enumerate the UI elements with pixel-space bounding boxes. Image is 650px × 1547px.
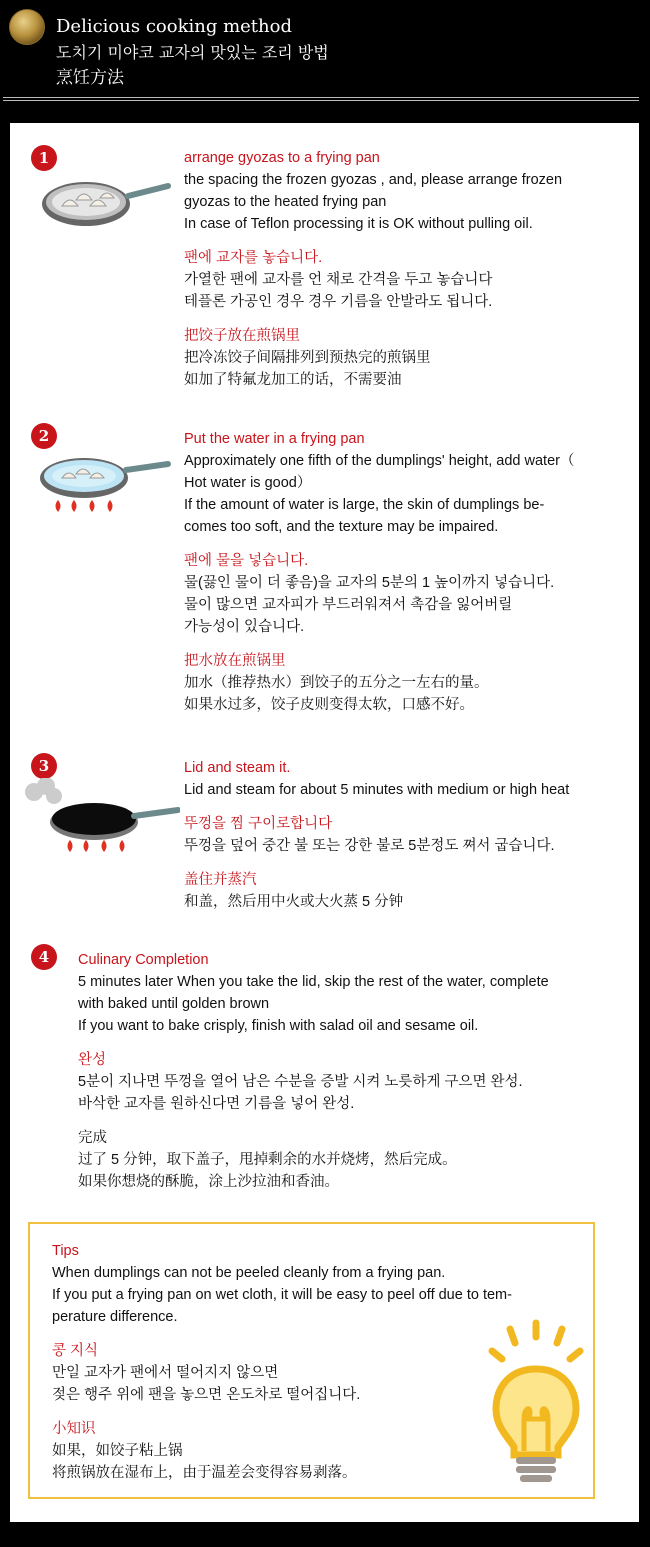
tips-zh-line: 如果，如饺子粘上锅 bbox=[52, 1443, 183, 1459]
step-en-line: with baked until golden brown bbox=[78, 996, 270, 1012]
step-2-text bbox=[184, 428, 574, 716]
step-zh-line: 如果你想烧的酥脆，涂上沙拉油和香油。 bbox=[78, 1174, 339, 1190]
step-en-line: comes too soft, and the texture may be impaired. bbox=[184, 519, 499, 535]
step-en-title: Lid and steam it. bbox=[184, 760, 291, 776]
step-en-line: Approximately one fifth of the dumplings' height, add water（ bbox=[184, 453, 575, 469]
step-en-line: the spacing the frozen gyozas , and, please arrange frozen bbox=[184, 172, 563, 188]
step-en-line: Lid and steam for about 5 minutes with medium or high heat bbox=[184, 782, 570, 798]
frying-pan-lid-icon bbox=[22, 778, 180, 856]
step-number-badge: 3 bbox=[31, 753, 57, 779]
header-divider-2 bbox=[3, 100, 639, 101]
step-number-badge: 1 bbox=[31, 145, 57, 171]
tips-text bbox=[52, 1240, 512, 1484]
step-en-line: 5 minutes later When you take the lid, skip the rest of the water, complete bbox=[78, 974, 549, 990]
step-ko-title: 뚜껑을 찜 구이로합니다 bbox=[184, 816, 333, 832]
step-zh-line: 和盖，然后用中火或大火蒸 5 分钟 bbox=[184, 894, 404, 910]
step-zh-title: 盖住并蒸汽 bbox=[184, 872, 257, 888]
step-en-title: Put the water in a frying pan bbox=[184, 431, 365, 447]
step-zh-line: 如果水过多，饺子皮则变得太软，口感不好。 bbox=[184, 697, 474, 713]
tips-en-title: Tips bbox=[52, 1243, 79, 1259]
step-ko-line: 가능성이 있습니다. bbox=[184, 619, 305, 635]
step-ko-line: 물이 많으면 교자피가 부드러워져서 촉감을 잃어버릴 bbox=[184, 597, 513, 613]
frying-pan-water-icon bbox=[38, 456, 172, 514]
tips-zh-line: 将煎锅放在湿布上，由于温差会变得容易剥落。 bbox=[52, 1465, 357, 1481]
step-en-line: If the amount of water is large, the skin of dumplings be- bbox=[184, 497, 545, 513]
step-en-line: Hot water is good） bbox=[184, 475, 312, 491]
tips-ko-line: 만일 교자가 팬에서 떨어지지 않으면 bbox=[52, 1365, 279, 1381]
title-zh: 烹饪方法 bbox=[56, 68, 124, 88]
step-ko-line: 테플론 가공인 경우 경우 기름을 안발라도 됩니다. bbox=[184, 294, 493, 310]
title-ko: 도치기 미야코 교자의 맛있는 조리 방법 bbox=[56, 43, 329, 62]
title-en: Delicious cooking method bbox=[56, 16, 292, 37]
step-1-text bbox=[184, 147, 562, 391]
step-ko-title: 팬에 물을 넣습니다. bbox=[184, 553, 309, 569]
step-en-line: In case of Teflon processing it is OK without pulling oil. bbox=[184, 216, 533, 232]
tips-ko-line: 젖은 행주 위에 팬을 놓으면 온도차로 떨어집니다. bbox=[52, 1387, 361, 1403]
tips-box bbox=[28, 1222, 595, 1499]
tips-en-line: When dumplings can not be peeled cleanly from a frying pan. bbox=[52, 1265, 446, 1281]
step-4-text bbox=[78, 949, 549, 1193]
step-number-badge: 2 bbox=[31, 423, 57, 449]
tips-en-line: perature difference. bbox=[52, 1309, 178, 1325]
step-en-line: gyozas to the heated frying pan bbox=[184, 194, 387, 210]
step-ko-title: 완성 bbox=[78, 1052, 107, 1068]
step-zh-line: 过了 5 分钟，取下盖子，甩掉剩余的水并烧烤，然后完成。 bbox=[78, 1152, 457, 1168]
step-zh-line: 加水（推荐热水）到饺子的五分之一左右的量。 bbox=[184, 675, 489, 691]
tips-en-line: If you put a frying pan on wet cloth, it will be easy to peel off due to tem- bbox=[52, 1287, 512, 1303]
step-ko-line: 바삭한 교자를 원하신다면 기름을 넣어 완성. bbox=[78, 1096, 355, 1112]
step-en-title: arrange gyozas to a frying pan bbox=[184, 150, 380, 166]
step-zh-title: 把饺子放在煎锅里 bbox=[184, 328, 300, 344]
step-zh-title: 完成 bbox=[78, 1130, 107, 1146]
step-en-title: Culinary Completion bbox=[78, 952, 209, 968]
step-ko-title: 팬에 교자를 놓습니다. bbox=[184, 250, 323, 266]
step-zh-line: 把冷冻饺子间隔排列到预热完的煎锅里 bbox=[184, 350, 431, 366]
step-ko-line: 가열한 팬에 교자를 언 채로 간격을 두고 놓습니다 bbox=[184, 272, 493, 288]
lightbulb-icon bbox=[484, 1319, 584, 1484]
step-ko-line: 뚜껑을 덮어 중간 불 또는 강한 불로 5분정도 쪄서 굽습니다. bbox=[184, 838, 555, 854]
tips-zh-title: 小知识 bbox=[52, 1421, 96, 1437]
logo-icon bbox=[9, 9, 45, 45]
frying-pan-gyoza-icon bbox=[40, 178, 172, 232]
step-ko-line: 물(끓인 물이 더 좋음)을 교자의 5분의 1 높이까지 넣습니다. bbox=[184, 575, 555, 591]
step-3-text bbox=[184, 757, 569, 913]
step-zh-line: 如加了特氟龙加工的话，不需要油 bbox=[184, 372, 402, 388]
header-divider bbox=[3, 97, 639, 98]
page-header bbox=[0, 0, 650, 100]
step-ko-line: 5분이 지나면 뚜껑을 열어 남은 수분을 증발 시켜 노릇하게 구으면 완성. bbox=[78, 1074, 523, 1090]
step-en-line: If you want to bake crisply, finish with salad oil and sesame oil. bbox=[78, 1018, 479, 1034]
tips-ko-title: 콩 지식 bbox=[52, 1343, 99, 1359]
step-zh-title: 把水放在煎锅里 bbox=[184, 653, 286, 669]
step-number-badge: 4 bbox=[31, 944, 57, 970]
